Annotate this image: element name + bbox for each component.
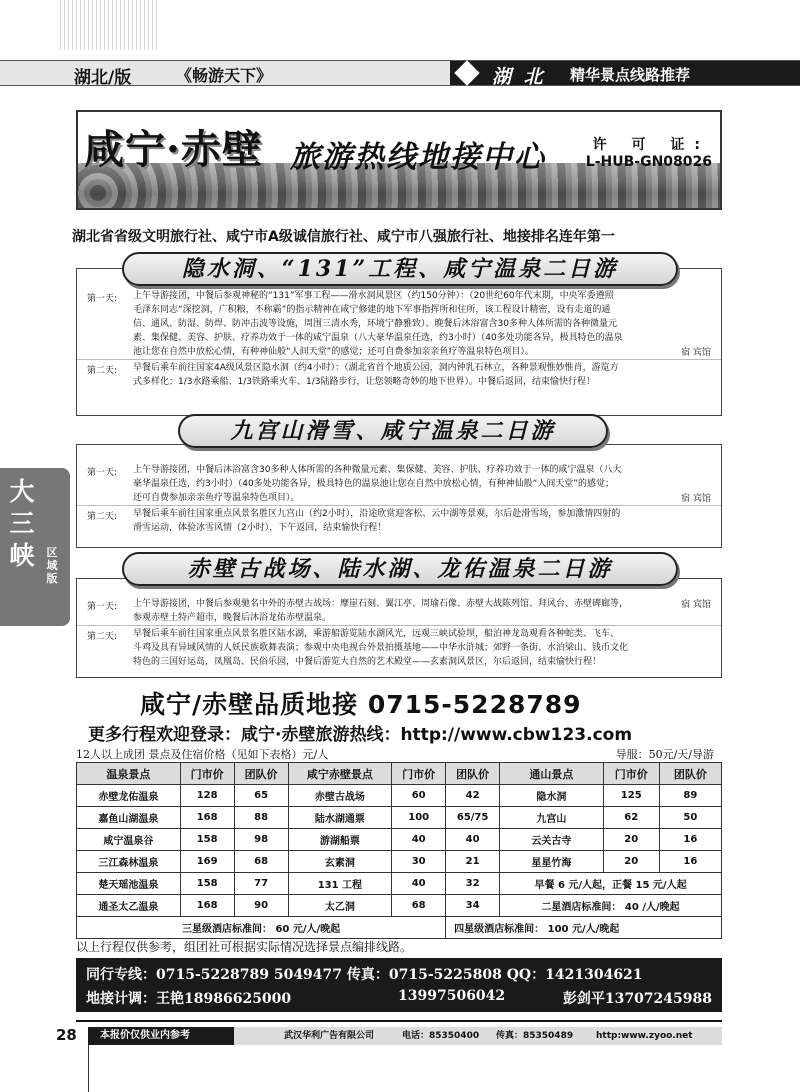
text-line: 上午导游接团，中餐后参观驰名中外的赤壁古战场：摩崖石刻、翼江亭、周瑜石像、赤壁大战陈列馆、拜风台、赤壁碑廊等， xyxy=(133,599,629,609)
contact-line-1: 同行专线：0715-5228789 5049477 传真：0715-5225808 QQ：1421304621 xyxy=(86,967,643,983)
divider xyxy=(77,625,721,626)
text-line: 毛泽东同志“深挖洞，广积粮，不称霸”的指示精神在咸宁修建的地下军事指挥所和住所，该工程设计精密，设有走道的通 xyxy=(133,305,611,315)
route-box-2 xyxy=(76,444,722,548)
text-line: 池让您在自然中放松心情，有种神仙般“人间天堂”的感觉；还可自费参加亲亲鱼疗等温泉特色项目）。 xyxy=(133,347,534,357)
header-cell: 咸宁赤壁景点 xyxy=(288,763,392,785)
meal-note: 早餐 6 元/人起，正餐 15 元/人起 xyxy=(500,873,722,895)
contact-line-2a: 地接计调：王艳18986625000 xyxy=(86,991,292,1007)
table-cell: 168 xyxy=(180,807,234,829)
table-cell: 隐水洞 xyxy=(500,785,604,807)
text-line: 早餐后乘车前往国家4A级风景区隐水洞（约4小时）：（湖北省首个地质公园，洞内钟乳石林立，各种景观惟妙惟肖，游览方 xyxy=(133,363,619,373)
table-cell: 90 xyxy=(234,895,288,917)
day-label: 第一天: xyxy=(87,294,118,304)
footer-company: 武汉华利广告有限公司 xyxy=(284,1031,375,1041)
footer-tel: 电话：85350400 xyxy=(402,1031,480,1041)
text-line: 特色的三国好运岛，凤凰岛、民俗乐园，中餐后游览大自然的艺术殿堂——玄素洞风景区，尔后返回，结束愉快行程！ xyxy=(133,657,602,667)
table-row xyxy=(77,895,722,917)
table-cell: 赤壁古战场 xyxy=(288,785,392,807)
text-line: 参观赤壁土特产超市，晚餐后沐浴龙佑赤壁温泉。 xyxy=(133,613,332,623)
table-header-row xyxy=(77,763,722,785)
table-cell: 68 xyxy=(234,851,288,873)
day-text xyxy=(133,627,713,669)
table-cell: 太乙洞 xyxy=(288,895,392,917)
table-cell: 云关古寺 xyxy=(500,829,604,851)
table-cell: 九宫山 xyxy=(500,807,604,829)
day-label: 第一天: xyxy=(87,468,118,478)
table-cell: 125 xyxy=(603,785,659,807)
header-bar xyxy=(0,60,800,86)
table-cell: 62 xyxy=(603,807,659,829)
footer-url: http:www.zyoo.net xyxy=(596,1031,693,1041)
column-title: 《畅游天下》 xyxy=(176,66,273,85)
banner-subtitle: 旅游热线地接中心 xyxy=(290,140,546,175)
line-title: 精华景点线路推荐 xyxy=(570,66,691,84)
decorative-stripes xyxy=(60,0,160,50)
license-number: L-HUB-GN08026 xyxy=(585,154,712,170)
table-row xyxy=(77,851,722,873)
day-label: 第二天: xyxy=(87,366,118,376)
table-cell: 131 工程 xyxy=(288,873,392,895)
table-cell: 128 xyxy=(180,785,234,807)
side-tab xyxy=(0,468,70,626)
table-cell: 168 xyxy=(180,895,234,917)
header-cell: 门市价 xyxy=(603,763,659,785)
table-cell: 赤壁龙佑温泉 xyxy=(77,785,181,807)
header-cell: 门市价 xyxy=(392,763,446,785)
table-cell: 咸宁温泉谷 xyxy=(77,829,181,851)
route-box-1 xyxy=(76,268,722,416)
text-line: 斗鸡及具有异域风情的人妖民族歌舞表演；参观中央电视台外景拍摄基地——中华水浒城；郊野一条街、水泊梁山、钱币文化 xyxy=(133,643,629,653)
table-cell: 42 xyxy=(446,785,500,807)
table-note-right: 导服：50元/天/导游 xyxy=(615,748,714,761)
three-star-note: 三星级酒店标准间： 60 元/人/晚起 xyxy=(77,917,446,939)
license-label: 许 可 证: xyxy=(592,137,710,153)
day-text xyxy=(133,507,713,535)
banner xyxy=(76,110,722,210)
table-note-left: 12人以上成团 景点及住宿价格（见如下表格）元/人 xyxy=(76,748,329,761)
header-cell: 团队价 xyxy=(446,763,500,785)
table-cell: 65/75 xyxy=(446,807,500,829)
contact-line-2b: 13997506042 xyxy=(398,988,506,1004)
footer-divider xyxy=(76,1020,722,1022)
hotel-standard-row xyxy=(77,917,722,939)
phone-headline: 咸宁/赤壁品质地接 0715-5228789 xyxy=(140,690,582,719)
text-line: 式多样化；1/3水路乘船、1/3铁路乘火车、1/3陆路步行，让您领略奇妙的地下世界）。中餐后返回，结束愉快行程！ xyxy=(133,377,595,387)
text-line: 素、集保健、美容、护肤、疗养功效于一体的咸宁温泉（八大豪华温泉任选，约3小时）（40多处功能各异，极具特色的温泉 xyxy=(133,333,623,343)
route-title-2: 九宫山滑雪、咸宁温泉二日游 xyxy=(178,414,608,448)
table-cell: 98 xyxy=(234,829,288,851)
header-cell: 团队价 xyxy=(234,763,288,785)
text-line: 信、通风、防湿、防焊、防冲击波等设施，周围三清水秀，环境宁静雅致）。晚餐后沐浴富含30多种人体所需的各种微量元 xyxy=(133,319,617,329)
table-cell: 陆水湖通票 xyxy=(288,807,392,829)
table-cell: 游湖船票 xyxy=(288,829,392,851)
table-cell: 21 xyxy=(446,851,500,873)
table-row xyxy=(77,873,722,895)
four-star-note: 四星级酒店标准间： 100 元/人/晚起 xyxy=(446,917,722,939)
table-cell: 16 xyxy=(659,829,721,851)
route-title-3: 赤壁古战场、陆水湖、龙佑温泉二日游 xyxy=(122,552,678,586)
table-cell: 89 xyxy=(659,785,721,807)
table-cell: 玄素洞 xyxy=(288,851,392,873)
side-tab-small: 区域版 xyxy=(46,546,58,585)
diamond-icon xyxy=(454,60,479,85)
accommodation: 宿 宾馆 xyxy=(681,348,711,358)
divider xyxy=(77,505,721,506)
table-cell: 40 xyxy=(392,873,446,895)
contact-line-2c: 彭剑平13707245988 xyxy=(562,991,712,1007)
table-cell: 158 xyxy=(180,829,234,851)
table-cell: 100 xyxy=(392,807,446,829)
table-cell: 50 xyxy=(659,807,721,829)
table-cell: 嘉鱼山湖温泉 xyxy=(77,807,181,829)
text-line: 早餐后乘车前往国家重点风景名胜区九宫山（约2小时），沿途欣赏迎客松、云中湖等景观，尔后赴滑雪场，参加激情四射的 xyxy=(133,509,621,519)
price-table xyxy=(76,762,722,939)
table-cell: 88 xyxy=(234,807,288,829)
text-line: 早餐后乘车前往国家重点风景名胜区陆水湖，乘游船游览陆水湖风光，远观三峡试验坝，船泊神龙岛观看各种蛇类、飞车、 xyxy=(133,629,620,639)
reference-note: 以上行程仅供参考，组团社可根据实际情况选择景点编排线路。 xyxy=(76,940,413,954)
header-cell: 门市价 xyxy=(180,763,234,785)
footer-vertical-line xyxy=(88,1045,89,1092)
table-cell: 20 xyxy=(603,829,659,851)
table-cell: 158 xyxy=(180,873,234,895)
route-box-3 xyxy=(76,578,722,678)
day-label: 第一天: xyxy=(87,602,118,612)
route-title-1: 隐水洞、“131”工程、咸宁温泉二日游 xyxy=(122,252,678,286)
region-title: 湖 北 xyxy=(492,66,546,88)
header-dark-panel xyxy=(450,61,800,88)
table-cell: 16 xyxy=(659,851,721,873)
table-cell: 三江森林温泉 xyxy=(77,851,181,873)
day-text xyxy=(133,463,713,505)
banner-title: 咸宁·赤壁 xyxy=(84,126,263,173)
table-cell: 34 xyxy=(446,895,500,917)
contact-box xyxy=(76,958,722,1012)
text-line: 滑雪运动，体验冰雪风情（2小时），下午返回，结束愉快行程！ xyxy=(133,523,387,533)
day-text xyxy=(133,361,713,389)
table-cell: 通圣太乙温泉 xyxy=(77,895,181,917)
footer-fax: 传真：85350489 xyxy=(496,1031,574,1041)
footer-info xyxy=(234,1027,722,1045)
table-cell: 60 xyxy=(392,785,446,807)
table-cell: 68 xyxy=(392,895,446,917)
page-number: 28 xyxy=(56,1026,77,1044)
table-row xyxy=(77,785,722,807)
table-cell: 32 xyxy=(446,873,500,895)
side-tab-big: 大三峡 xyxy=(9,477,35,570)
table-cell: 65 xyxy=(234,785,288,807)
table-cell: 20 xyxy=(603,851,659,873)
text-line: 上午导游接团，中餐后沐浴富含30多种人体所需的各种微量元素、集保健、美容、护肤、疗养功效于一体的咸宁温泉（八大 xyxy=(133,465,622,475)
header-cell: 温泉景点 xyxy=(77,763,181,785)
day-text xyxy=(133,289,713,359)
table-cell: 30 xyxy=(392,851,446,873)
divider xyxy=(77,359,721,360)
two-star-note: 二星酒店标准间： 40 /人/晚起 xyxy=(500,895,722,917)
footer-notice: 本报价仅供业内参考 xyxy=(88,1027,234,1045)
day-text xyxy=(133,597,713,625)
table-cell: 77 xyxy=(234,873,288,895)
text-line: 还可自费参加亲亲鱼疗等温泉特色项目）。 xyxy=(133,493,300,503)
text-line: 豪华温泉任选，约3小时）（40多处功能各异，极具特色的温泉池让您在自然中放松心情，有种神仙般“人间天堂”的感觉； xyxy=(133,479,615,489)
text-line: 上午导游接团，中餐后参观神秘的“131”军事工程——滑水洞风景区（约150分钟）：（20世纪60年代末期，中央军委遵照 xyxy=(133,291,614,301)
header-cell: 通山景点 xyxy=(500,763,604,785)
table-cell: 楚天瑶池温泉 xyxy=(77,873,181,895)
header-cell: 团队价 xyxy=(659,763,721,785)
accommodation: 宿 宾馆 xyxy=(681,494,711,504)
day-label: 第二天: xyxy=(87,512,118,522)
province-tag: 湖北/版 xyxy=(74,68,132,88)
table-cell: 星星竹海 xyxy=(500,851,604,873)
website-line: 更多行程欢迎登录：咸宁·赤壁旅游热线：http://www.cbw123.com xyxy=(88,725,633,745)
day-label: 第二天: xyxy=(87,632,118,642)
table-cell: 169 xyxy=(180,851,234,873)
table-cell: 40 xyxy=(392,829,446,851)
table-row xyxy=(77,829,722,851)
table-cell: 40 xyxy=(446,829,500,851)
agency-tagline: 湖北省省级文明旅行社、咸宁市A级诚信旅行社、咸宁市八强旅行社、地接排名连年第一 xyxy=(72,229,615,245)
table-row xyxy=(77,807,722,829)
accommodation: 宿 宾馆 xyxy=(681,600,711,610)
